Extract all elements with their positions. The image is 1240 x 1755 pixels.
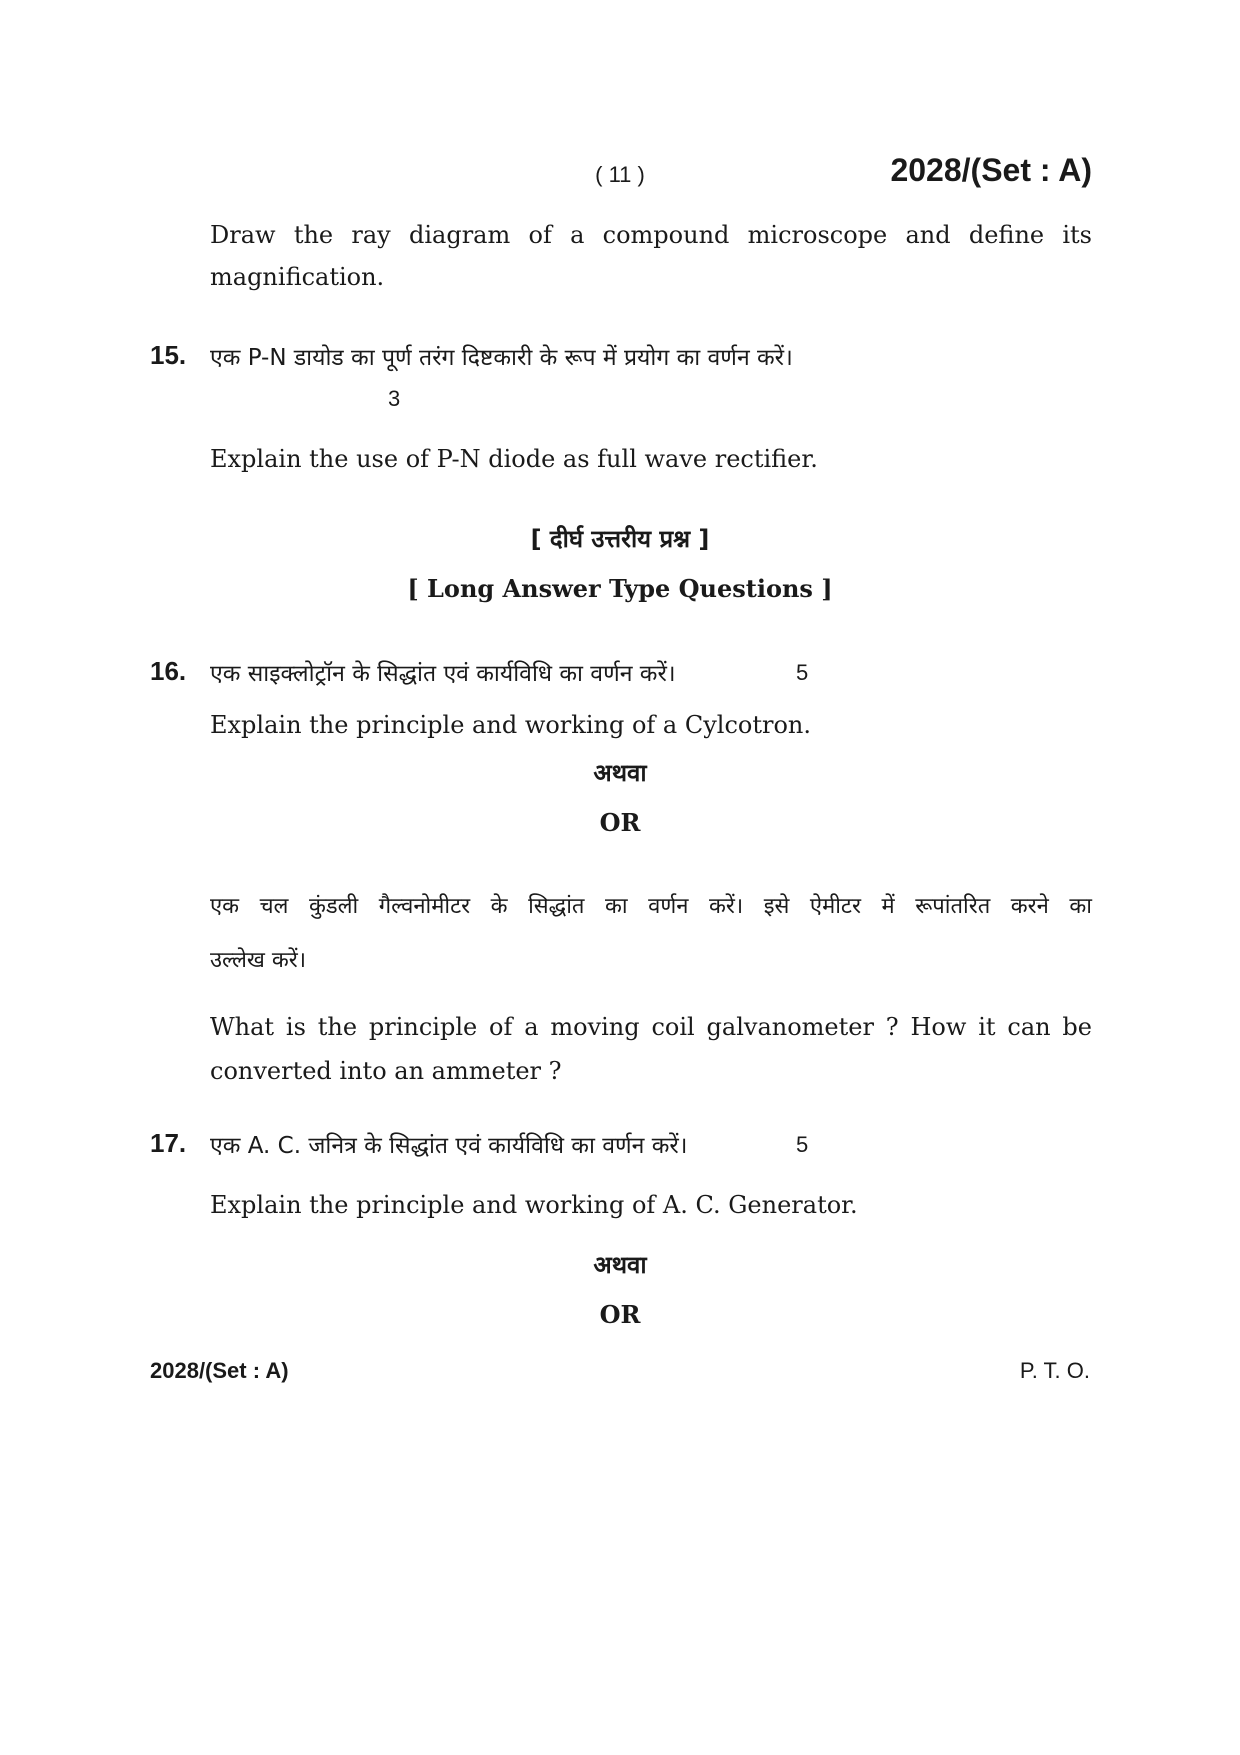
page-number: ( 11 ) <box>595 162 645 187</box>
section-heading-english: [ Long Answer Type Questions ] <box>407 574 833 603</box>
q16-or-hindi: अथवा <box>593 759 647 787</box>
q17-marks: 5 <box>796 1132 809 1157</box>
q15-english-text: Explain the use of P-N diode as full wave rectifier. <box>210 445 818 473</box>
question-number-16: 16. <box>150 656 187 686</box>
q15-marks: 3 <box>388 386 401 411</box>
q16-alt-english-line1: What is the principle of a moving coil galvanometer ? How it can be <box>210 1013 1092 1041</box>
q16-alt-hindi-line2: उल्लेख करें। <box>210 948 307 973</box>
q17-or-hindi: अथवा <box>593 1251 647 1279</box>
q16-english-text: Explain the principle and working of a Cylcotron. <box>210 711 811 739</box>
paper-code-footer: 2028/(Set : A) <box>150 1358 289 1383</box>
q16-hindi-text: एक साइक्लोट्रॉन के सिद्धांत एवं कार्यविधि का वर्णन करें। <box>210 661 676 687</box>
q17-or-english: OR <box>599 1300 641 1329</box>
q17-hindi-text: एक A. C. जनित्र के सिद्धांत एवं कार्यविधि का वर्णन करें। <box>210 1133 688 1159</box>
q16-alt-english-line2: converted into an ammeter ? <box>210 1057 562 1085</box>
q17-english-text: Explain the principle and working of A. C. Generator. <box>210 1191 858 1219</box>
q16-or-english: OR <box>599 808 641 837</box>
q15-hindi-text: एक P-N डायोड का पूर्ण तरंग दिष्टकारी के रूप में प्रयोग का वर्णन करें। <box>210 345 793 371</box>
q16-marks: 5 <box>796 660 809 685</box>
question-number-15: 15. <box>150 340 187 370</box>
paper-code-header: 2028/(Set : A) <box>890 152 1092 188</box>
question-number-17: 17. <box>150 1128 187 1158</box>
q14-english-line1: Draw the ray diagram of a compound microscope and define its <box>210 221 1092 249</box>
q16-alt-hindi-line1: एक चल कुंडली गैल्वनोमीटर के सिद्धांत का वर्णन करें। इसे ऐमीटर में रूपांतरित करने का <box>210 894 1092 919</box>
pto-label: P. T. O. <box>1019 1358 1090 1383</box>
section-heading-hindi: [ दीर्घ उत्तरीय प्रश्न ] <box>530 525 710 553</box>
q14-english-line2: magnification. <box>210 263 385 291</box>
